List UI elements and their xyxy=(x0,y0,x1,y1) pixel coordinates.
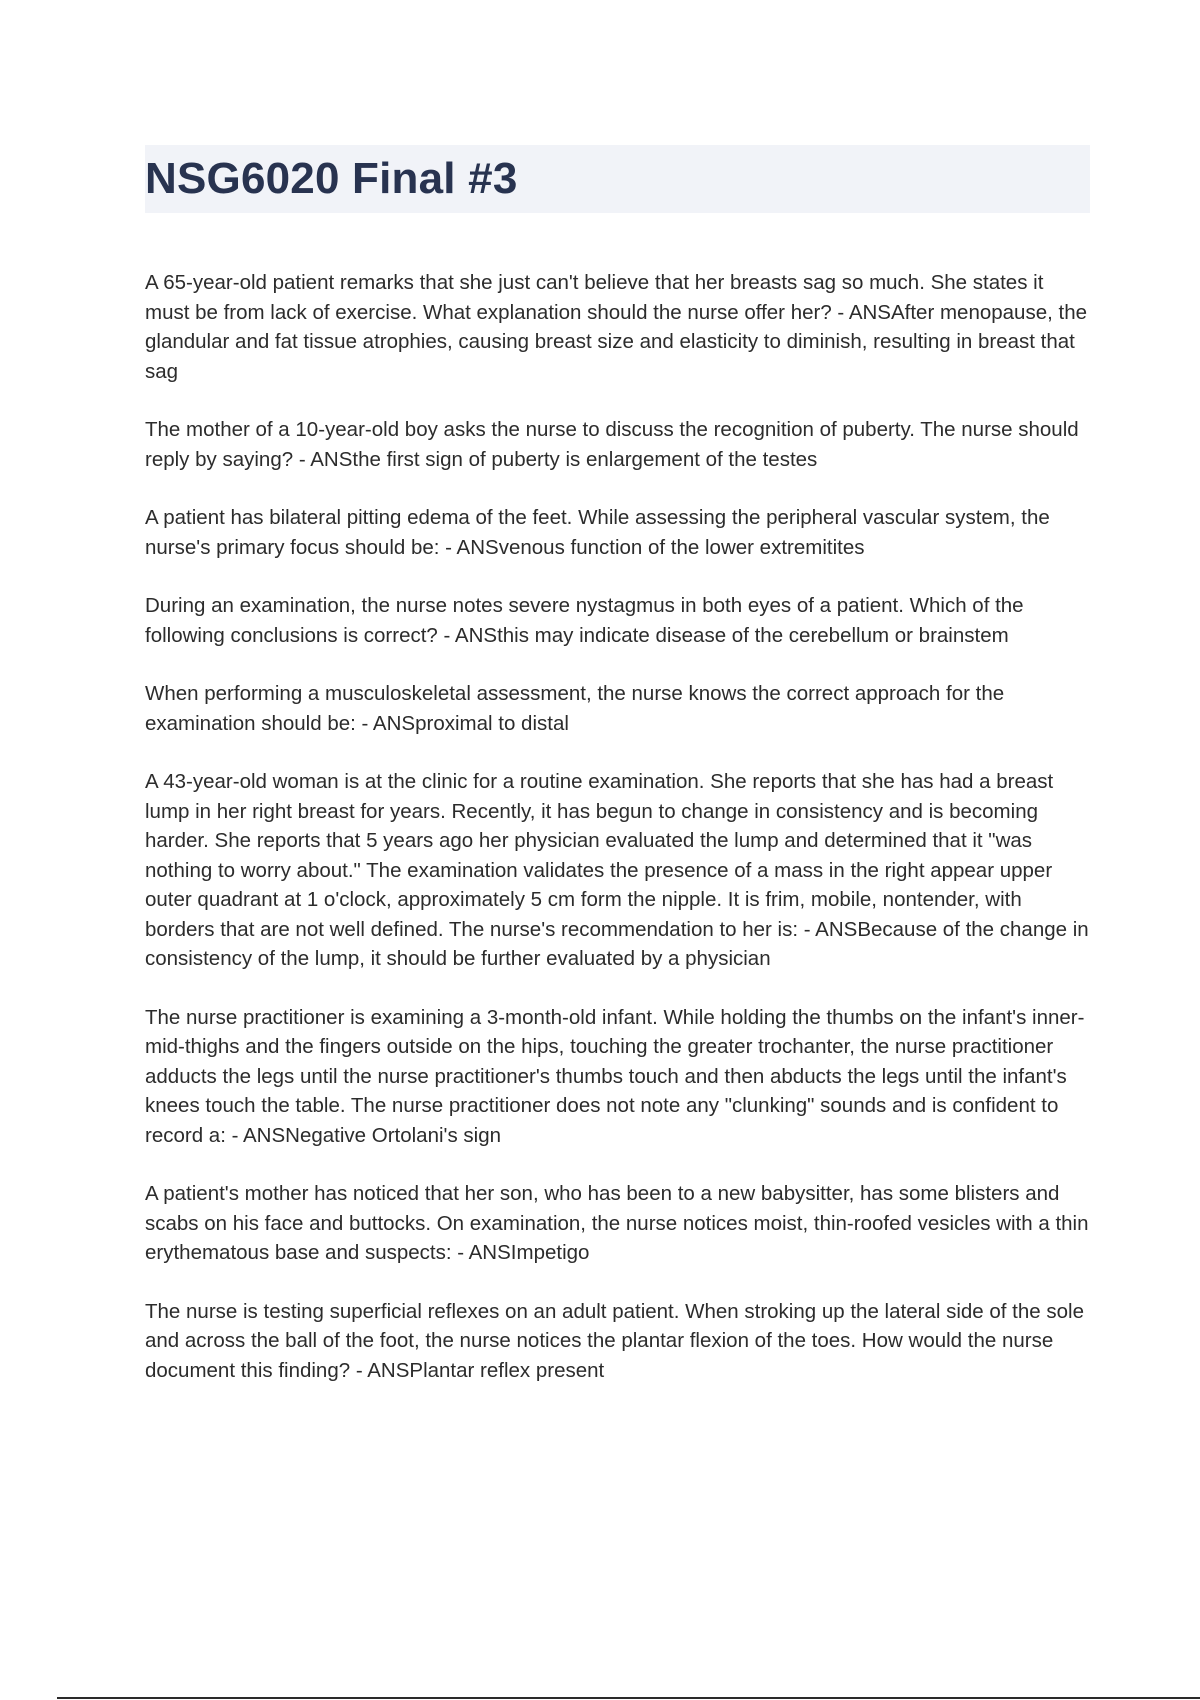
question-text: A patient's mother has noticed that her son, who has been to a new babysitter, has some blisters and scabs on his face and buttocks. On examination, the nurse notices moist, thin-roofed vesicles with a thin erythematous base and suspects: xyxy=(145,1182,1089,1264)
qa-item xyxy=(145,268,1090,386)
question-list xyxy=(145,268,1090,1414)
qa-item xyxy=(145,1003,1090,1151)
answer-text: Impetigo xyxy=(510,1241,590,1264)
qa-item xyxy=(145,503,1090,562)
answer-text: the first sign of puberty is enlargement of the testes xyxy=(352,447,818,471)
answer-separator: - ANS xyxy=(293,447,353,471)
question-text: During an examination, the nurse notes severe nystagmus in both eyes of a patient. Which of the following conclusions is correct? xyxy=(145,594,1024,647)
qa-item xyxy=(145,415,1090,474)
title-bar xyxy=(145,145,1090,213)
qa-item xyxy=(145,1179,1090,1268)
page-title: NSG6020 Final #3 xyxy=(145,154,518,203)
answer-separator: - ANS xyxy=(437,623,498,647)
question-text: A 65-year-old patient remarks that she just can't believe that her breasts sag so much. She states it must be from lack of exercise. What explanation should the nurse offer her? xyxy=(145,271,1044,324)
answer-text: After menopause, the glandular and fat tissue atrophies, causing breast size and elasticity to diminish, resulting in breast that sag xyxy=(145,300,1087,383)
answer-text: Plantar reflex present xyxy=(409,1358,605,1382)
answer-separator: - ANS xyxy=(350,1358,410,1382)
answer-separator: - ANS xyxy=(798,917,858,941)
question-text: A patient has bilateral pitting edema of the feet. While assessing the peripheral vascular system, the nurse's primary focus should be: xyxy=(145,506,1050,559)
answer-separator: - ANS xyxy=(439,535,499,559)
qa-item xyxy=(145,591,1090,650)
footer-divider xyxy=(57,1697,1200,1699)
answer-separator: - ANS xyxy=(355,711,416,735)
question-text: When performing a musculoskeletal assessment, the nurse knows the correct approach for the examination should be: xyxy=(145,682,1005,735)
qa-item xyxy=(145,679,1090,738)
question-text: The nurse practitioner is examining a 3-month-old infant. While holding the thumbs on the infant's inner-mid-thighs and the fingers outside on the hips, touching the greater trochanter, the nurse practitioner adducts the legs until the nurse practitioner's thumbs touch and then abducts the legs until the infant's knees touch the table. The nurse practitioner does not note any "clunking" sounds and is confident to record a: xyxy=(145,1005,1085,1147)
question-text: A 43-year-old woman is at the clinic for a routine examination. She reports that she has had a breast lump in her right breast for years. Recently, it has begun to change in consistency and is becoming harder. She reports that 5 years ago her physician evaluated the lump and determined that it "was nothing to worry about." The examination validates the presence of a mass in the right appear upper outer quadrant at 1 o'clock, approximately 5 cm form the nipple. It is frim, mobile, nontender, with borders that are not well defined. The nurse's recommendation to her is: xyxy=(145,770,1054,941)
answer-separator: - ANS xyxy=(451,1241,511,1264)
answer-text: Because of the change in consistency of the lump, it should be further evaluated by a physician xyxy=(145,917,1089,970)
question-text: The mother of a 10-year-old boy asks the nurse to discuss the recognition of puberty. The nurse should reply by saying? xyxy=(145,418,1079,471)
qa-item xyxy=(145,767,1090,974)
answer-text: proximal to distal xyxy=(415,711,569,735)
answer-text: Negative Ortolani's sign xyxy=(285,1123,502,1147)
qa-item xyxy=(145,1297,1090,1386)
answer-separator: - ANS xyxy=(225,1123,286,1147)
answer-text: this may indicate disease of the cerebellum or brainstem xyxy=(497,623,1009,647)
answer-separator: - ANS xyxy=(831,300,891,324)
question-text: The nurse is testing superficial reflexes on an adult patient. When stroking up the lateral side of the sole and across the ball of the foot, the nurse notices the plantar flexion of the toes. How would the nurse document this finding? xyxy=(145,1299,1084,1382)
answer-text: venous function of the lower extremitites xyxy=(498,535,865,559)
